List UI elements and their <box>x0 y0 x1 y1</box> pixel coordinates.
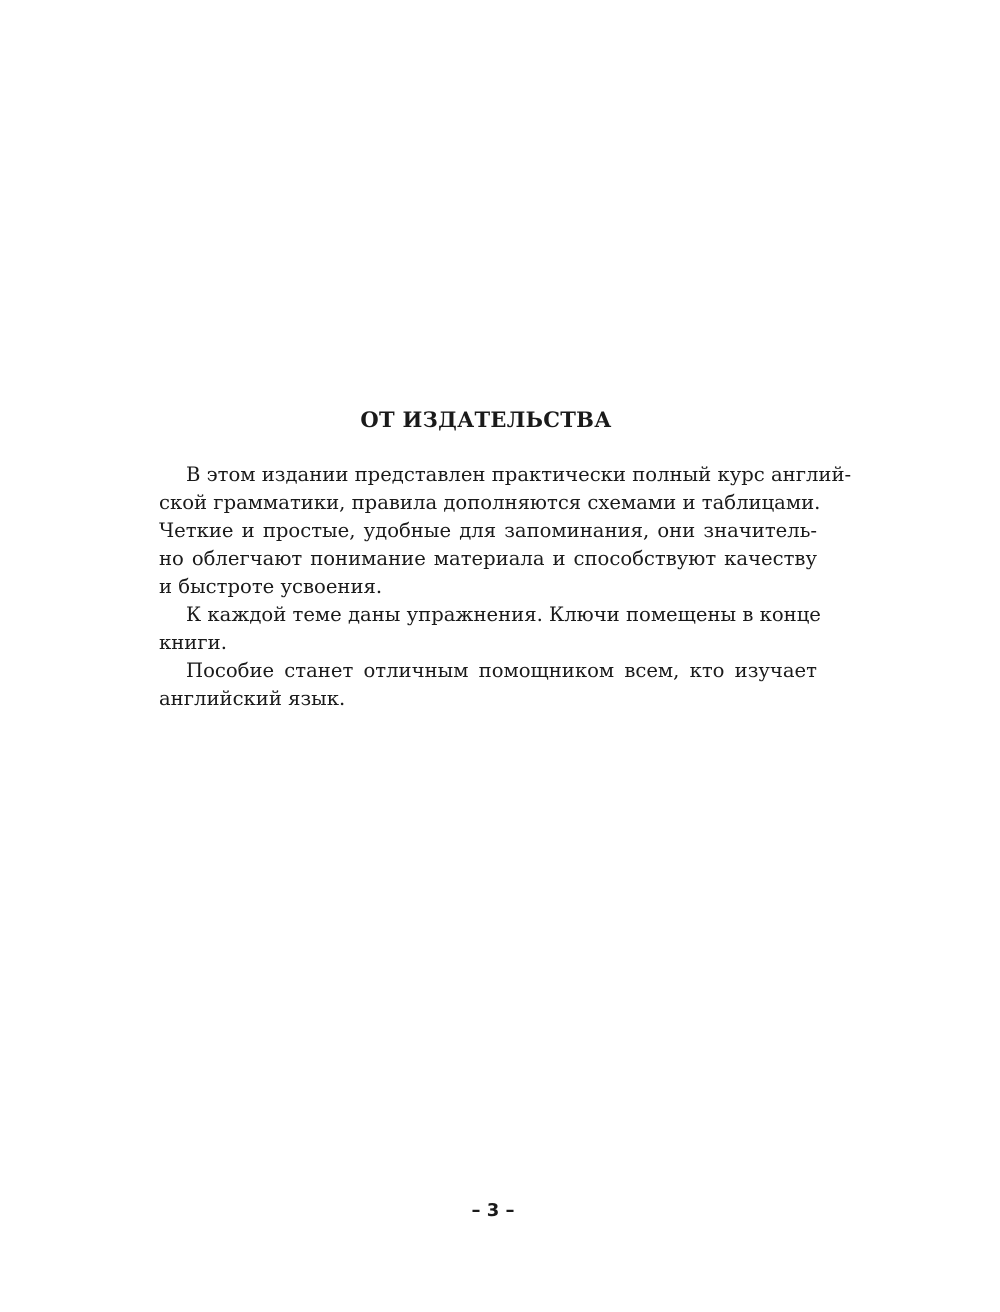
page-heading: ОТ ИЗДАТЕЛЬСТВА <box>360 407 612 432</box>
paragraph-1 <box>159 461 852 601</box>
text-line: Четкие и простые, удобные для запоминания, они значитель- <box>159 519 817 542</box>
text-line: книги. <box>159 631 227 654</box>
text-line: К каждой теме даны упражнения. Ключи помещены в конце <box>186 603 821 626</box>
foreword-text <box>159 461 852 713</box>
text-line: и быстроте усвоения. <box>159 575 383 598</box>
paragraph-2 <box>159 601 821 657</box>
text-line: но облегчают понимание материала и способствуют качеству <box>159 547 817 570</box>
text-line: ской грамматики, правила дополняются схемами и таблицами. <box>159 491 821 514</box>
paragraph-3 <box>159 657 817 713</box>
text-line: В этом издании представлен практически полный курс англий- <box>186 463 852 486</box>
text-line: английский язык. <box>159 687 346 710</box>
page-number: – 3 – <box>471 1200 515 1221</box>
text-line: Пособие станет отличным помощником всем, кто изучает <box>186 659 817 682</box>
